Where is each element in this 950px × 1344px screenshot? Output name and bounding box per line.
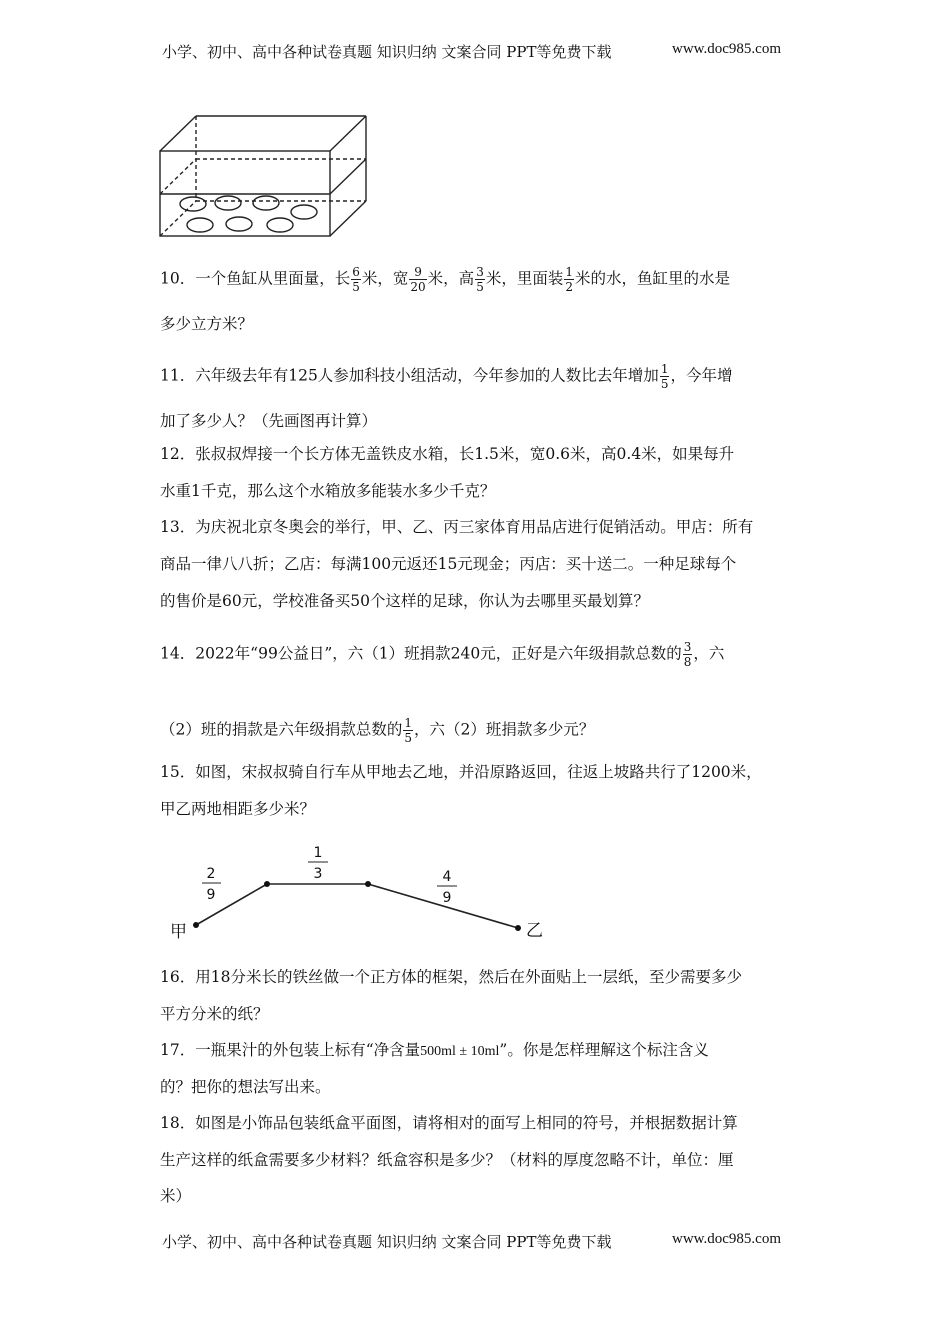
- question-11-line2: 加了多少人？（先画图再计算）: [160, 412, 378, 430]
- question-13-line1: 13．为庆祝北京冬奥会的举行，甲、乙、丙三家体育用品店进行促销活动。甲店：所有: [160, 518, 754, 536]
- question-10: 10．一个鱼缸从里面量，长 $\frac{6}{5}$ 米，宽 $\frac{9}{20}$ 米，高 $\frac{3}{5}$ 米，里面装 $\frac{1}{2}$ 米的水，鱼缸里的水是: [160, 265, 730, 294]
- question-12-line1: 12．张叔叔焊接一个长方体无盖铁皮水箱，长1.5米，宽0.6米，高0.4米，如果每升: [160, 445, 735, 463]
- question-18-line1: 18．如图是小饰品包装纸盒平面图，请将相对的面写上相同的符号，并根据数据计算: [160, 1114, 738, 1132]
- fraction: $\frac{1}{5}$: [404, 716, 413, 745]
- fraction: $\frac{3}{5}$: [476, 265, 484, 294]
- question-13-line2: 商品一律八八折；乙店：每满100元返还15元现金；丙店：买十送二。一种足球每个: [160, 555, 737, 573]
- question-17: 17．一瓶果汁的外包装上标有“净含量500ml ± 10ml”。你是怎样理解这个标注含义: [160, 1041, 709, 1059]
- seg1-denominator: 9: [206, 887, 216, 903]
- point: [365, 881, 371, 887]
- net-content-label: 500ml ± 10ml: [420, 1044, 500, 1059]
- label-end: 乙: [526, 921, 543, 941]
- seg3-numerator: 4: [442, 869, 452, 885]
- fraction: $\frac{1}{2}$: [565, 265, 573, 294]
- question-16-line1: 16．用18分米长的铁丝做一个正方体的框架，然后在外面贴上一层纸，至少需要多少: [160, 968, 742, 986]
- footer-url: www.doc985.com: [672, 1231, 782, 1247]
- fraction: $\frac{9}{20}$: [410, 265, 426, 294]
- question-15-line1: 15．如图，宋叔叔骑自行车从甲地去乙地，并沿原路返回，往返上坡路共行了1200米，: [160, 763, 762, 781]
- question-13-line3: 的售价是60元，学校准备买50个这样的足球，你认为去哪里买最划算？: [160, 592, 649, 610]
- question-17-line2: 的？把你的想法写出来。: [160, 1078, 331, 1096]
- header-url: www.doc985.com: [672, 41, 782, 57]
- fraction: $\frac{1}{5}$: [660, 362, 669, 391]
- header-text: 小学、初中、高中各种试卷真题 知识归纳 文案合同 PPT等免费下载: [162, 43, 612, 61]
- question-16-line2: 平方分米的纸？: [160, 1005, 269, 1023]
- question-14-line2: （2）班的捐款是六年级捐款总数的 $\frac{1}{5}$ ，六（2）班捐款多少元？: [160, 716, 595, 745]
- seg2-numerator: 1: [313, 845, 323, 861]
- question-18-line3: 米）: [160, 1187, 192, 1205]
- question-15-line2: 甲乙两地相距多少米？: [160, 800, 316, 818]
- point-start: [193, 922, 199, 928]
- question-10-line2: 多少立方米？: [160, 315, 254, 333]
- question-12-line2: 水重1千克，那么这个水箱放多能装水多少千克？: [160, 482, 496, 500]
- question-18-line2: 生产这样的纸盒需要多少材料？纸盒容积是多少？（材料的厚度忽略不计，单位：厘: [160, 1151, 734, 1169]
- seg1-numerator: 2: [206, 866, 216, 882]
- point-end: [515, 925, 521, 931]
- fraction: $\frac{6}{5}$: [352, 265, 360, 294]
- point: [264, 881, 270, 887]
- question-14: 14．2022年“99公益日”，六（1）班捐款240元，正好是六年级捐款总数的 $\frac{3}{8}$ ，六: [160, 640, 725, 669]
- footer-text: 小学、初中、高中各种试卷真题 知识归纳 文案合同 PPT等免费下载: [162, 1233, 612, 1251]
- seg3-denominator: 9: [442, 890, 452, 906]
- fraction: $\frac{3}{8}$: [683, 640, 692, 669]
- seg2-denominator: 3: [313, 866, 323, 882]
- question-11: 11．六年级去年有125人参加科技小组活动，今年参加的人数比去年增加 $\frac{1}{5}$ ，今年增: [160, 362, 733, 391]
- label-start: 甲: [170, 922, 187, 942]
